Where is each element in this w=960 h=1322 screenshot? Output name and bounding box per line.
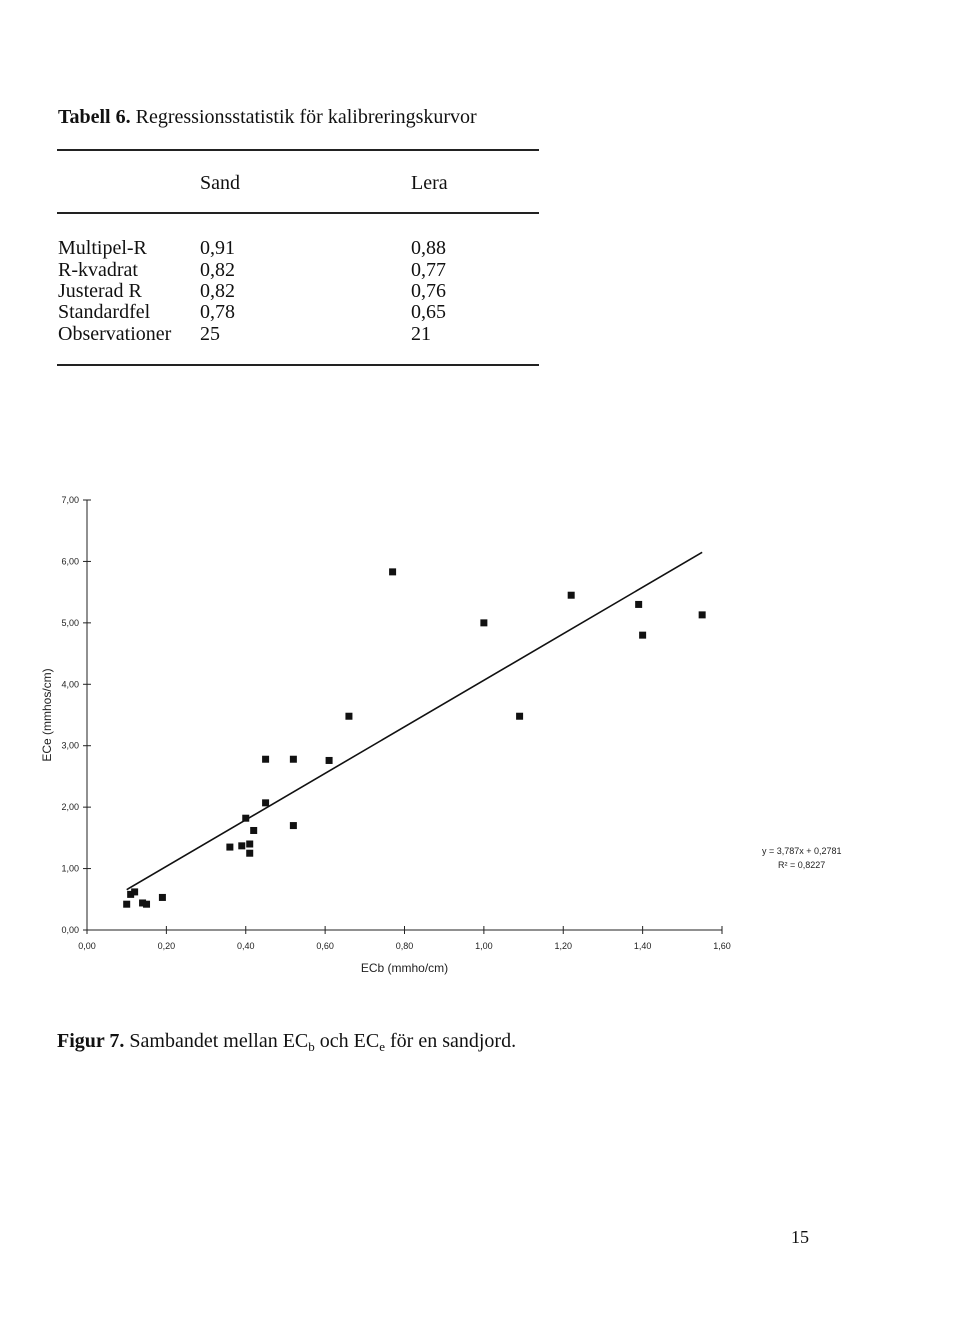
cell-sand: 0,82 xyxy=(200,280,235,302)
cell-sand: 0,78 xyxy=(200,301,235,323)
data-point xyxy=(262,799,269,806)
data-point xyxy=(699,611,706,618)
table-bottom-rule xyxy=(57,364,539,366)
data-point xyxy=(262,756,269,763)
y-tick-label: 0,00 xyxy=(61,925,79,935)
data-point xyxy=(143,901,150,908)
scatter-chart xyxy=(0,480,960,1000)
y-tick-label: 6,00 xyxy=(61,556,79,567)
y-axis-label: ECe (mmhos/cm) xyxy=(40,668,54,762)
y-tick-label: 2,00 xyxy=(61,802,79,813)
table-top-rule xyxy=(57,149,539,151)
data-point xyxy=(246,850,253,857)
figure-caption-text-2: och EC xyxy=(314,1030,380,1052)
y-tick-label: 1,00 xyxy=(61,863,79,874)
x-tick-label: 1,20 xyxy=(554,941,573,951)
data-point xyxy=(226,844,233,851)
row-label: R-kvadrat xyxy=(58,259,138,281)
trendline xyxy=(127,552,702,889)
data-point xyxy=(326,757,333,764)
column-header-sand: Sand xyxy=(200,172,240,194)
data-point xyxy=(250,827,257,834)
y-tick-label: 5,00 xyxy=(61,617,79,628)
x-tick-label: 1,60 xyxy=(713,941,731,951)
cell-sand: 25 xyxy=(200,323,220,345)
data-point xyxy=(290,756,297,763)
data-point xyxy=(568,592,575,599)
cell-lera: 0,65 xyxy=(411,301,446,323)
data-point xyxy=(389,568,396,575)
table-header-rule xyxy=(57,212,539,214)
x-tick-label: 0,00 xyxy=(78,941,96,951)
y-tick-label: 4,00 xyxy=(61,679,79,690)
cell-sand: 0,82 xyxy=(200,259,235,281)
cell-lera: 0,76 xyxy=(411,280,446,302)
data-point xyxy=(480,619,487,626)
data-point xyxy=(639,632,646,639)
figure-caption-text-1: Sambandet mellan EC xyxy=(129,1030,309,1052)
x-tick-label: 1,00 xyxy=(475,941,493,951)
table-caption xyxy=(58,106,477,129)
data-point xyxy=(635,601,642,608)
row-label: Multipel-R xyxy=(58,237,147,259)
subscript-e: e xyxy=(379,1039,385,1054)
cell-lera: 0,77 xyxy=(411,259,446,281)
figure-caption-text-3: för en sandjord. xyxy=(385,1030,517,1052)
page-number: 15 xyxy=(791,1227,809,1247)
cell-sand: 0,91 xyxy=(200,237,235,259)
x-tick-label: 0,40 xyxy=(236,941,255,951)
row-label: Observationer xyxy=(58,323,172,345)
y-tick-label: 3,00 xyxy=(61,740,79,751)
data-point xyxy=(246,841,253,848)
data-point xyxy=(159,894,166,901)
row-label: Justerad R xyxy=(58,280,142,302)
data-point xyxy=(290,822,297,829)
x-axis-label: ECb (mmho/cm) xyxy=(360,961,449,975)
data-point xyxy=(131,888,138,895)
trendline-equation: y = 3,787x + 0,2781 xyxy=(762,846,842,856)
table-title: Regressionsstatistik för kalibreringskurvor xyxy=(135,106,477,128)
data-point xyxy=(242,815,249,822)
table-label: Tabell 6. xyxy=(58,106,131,128)
figure-caption xyxy=(57,1030,516,1055)
data-point xyxy=(516,713,523,720)
cell-lera: 21 xyxy=(411,323,431,345)
subscript-b: b xyxy=(308,1039,315,1054)
column-header-lera: Lera xyxy=(411,172,448,194)
y-tick-label: 7,00 xyxy=(61,495,79,505)
x-tick-label: 1,40 xyxy=(633,941,652,951)
x-tick-label: 0,20 xyxy=(157,941,176,951)
r-squared-label: R² = 0,8227 xyxy=(778,860,826,870)
cell-lera: 0,88 xyxy=(411,237,446,259)
data-point xyxy=(123,901,130,908)
row-label: Standardfel xyxy=(58,301,151,323)
x-tick-label: 0,60 xyxy=(316,941,334,951)
data-point xyxy=(345,713,352,720)
figure-label: Figur 7. xyxy=(57,1030,125,1052)
x-tick-label: 0,80 xyxy=(395,941,414,951)
data-point xyxy=(238,842,245,849)
